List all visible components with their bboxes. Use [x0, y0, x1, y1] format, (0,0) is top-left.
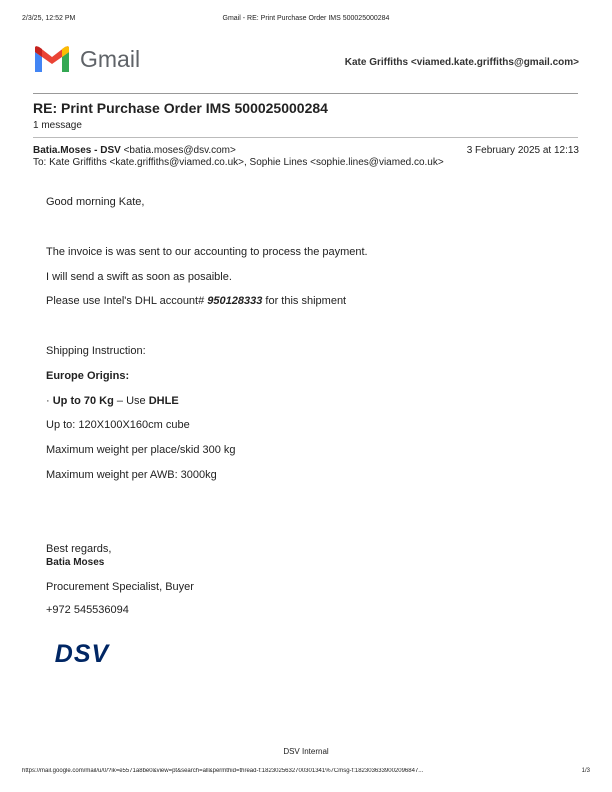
sender-name: Batia.Moses - DSV	[33, 145, 121, 156]
page-number: 1/3	[581, 768, 590, 774]
body-invoice-line: The invoice is was sent to our accounting to process the payment.	[46, 246, 368, 258]
body-dhl-line	[46, 295, 346, 307]
weight-rule-line	[46, 395, 179, 407]
max-weight-awb-line: Maximum weight per AWB: 3000kg	[46, 469, 217, 481]
print-datetime: 2/3/25, 12:52 PM	[22, 15, 76, 22]
max-weight-place-line: Maximum weight per place/skid 300 kg	[46, 444, 236, 456]
gmail-wordmark: Gmail	[80, 46, 141, 72]
cube-dimensions-line: Up to: 120X100X160cm cube	[46, 419, 190, 431]
message-count: 1 message	[33, 120, 82, 131]
classification-label: DSV Internal	[283, 747, 329, 756]
print-title: Gmail - RE: Print Purchase Order IMS 500025000284	[222, 15, 390, 22]
body-swift-line: I will send a swift as soon as posaible.	[46, 271, 232, 283]
sign-off: Best regards,	[46, 543, 112, 555]
thread-subject: RE: Print Purchase Order IMS 500025000284	[33, 100, 328, 116]
message-recipients: To: Kate Griffiths <kate.griffiths@viamed.co.uk>, Sophie Lines <sophie.lines@viamed.co.uk>	[33, 157, 444, 168]
shipping-heading: Shipping Instruction:	[46, 345, 146, 357]
dhl-prefix: Please use Intel's DHL account#	[46, 295, 205, 307]
signature-name: Batia Moses	[46, 557, 105, 568]
print-url: https://mail.google.com/mail/u/0/?ik=e5571a8be0&view=pt&search=all&permthid=thread-f:1823025632700301341%7Cmsg-f:1823036339002096847...	[22, 768, 424, 774]
weight-sep: – Use	[113, 395, 149, 407]
account-email: Kate Griffiths <viamed.kate.griffiths@gmail.com>	[344, 57, 579, 68]
dsv-logo-text: DSV	[54, 641, 110, 665]
dhl-account-number: 950128333	[207, 295, 263, 307]
body-greeting: Good morning Kate,	[46, 196, 145, 208]
header-divider	[33, 93, 578, 94]
message-sender	[33, 145, 236, 156]
bullet: ·	[46, 395, 53, 407]
dsv-logo-icon	[45, 641, 119, 665]
signature-role: Procurement Specialist, Buyer	[46, 581, 194, 593]
weight-limit: Up to 70 Kg	[52, 395, 114, 407]
europe-origins-heading: Europe Origins:	[46, 370, 130, 382]
subject-divider	[33, 137, 578, 138]
carrier-name: DHLE	[148, 395, 179, 407]
message-date: 3 February 2025 at 12:13	[466, 145, 579, 156]
gmail-logo-icon	[33, 44, 71, 74]
dhl-suffix: for this shipment	[262, 295, 347, 307]
sender-email[interactable]: <batia.moses@dsv.com>	[123, 145, 236, 156]
signature-phone: +972 545536094	[46, 604, 129, 616]
